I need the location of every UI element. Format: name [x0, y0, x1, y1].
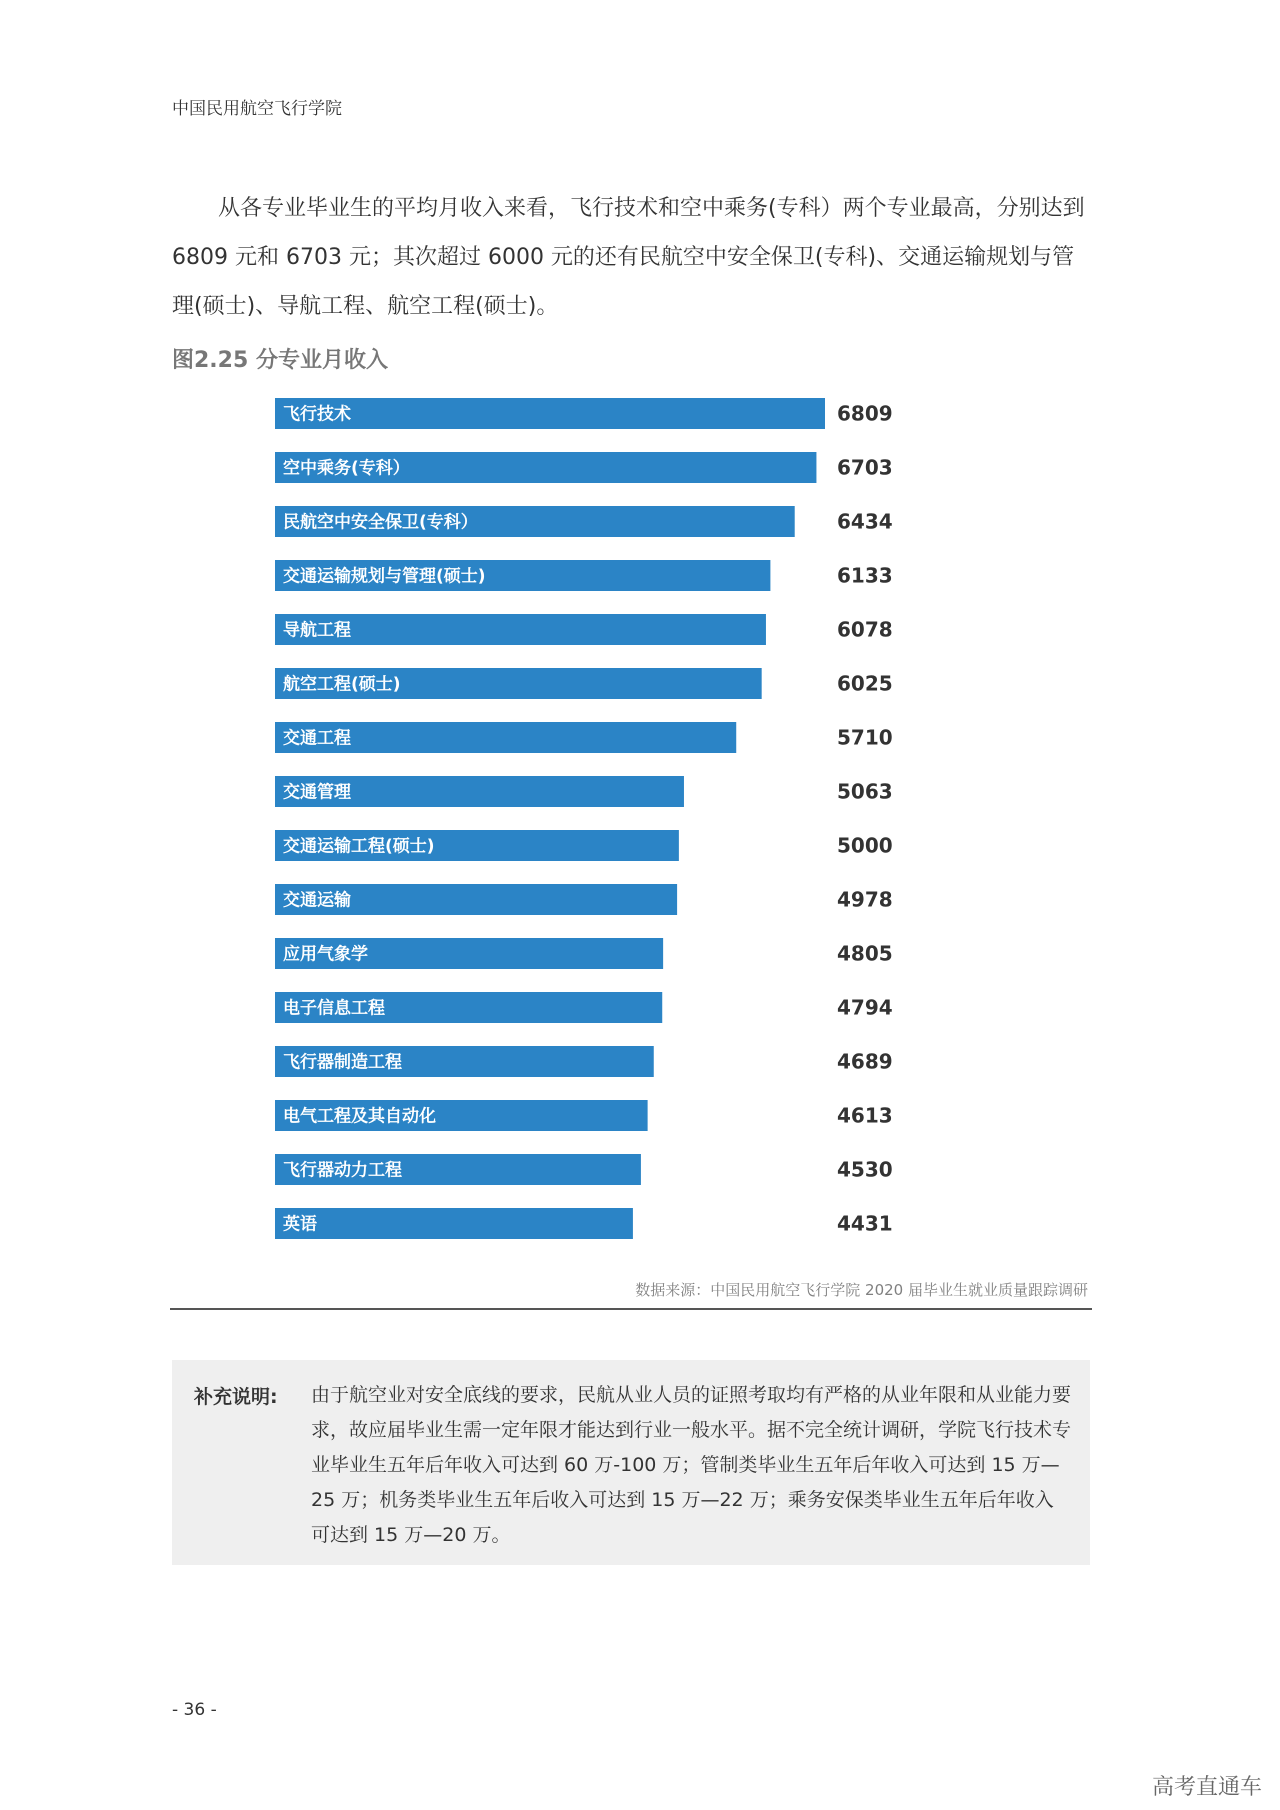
income-bar-chart [270, 393, 910, 1253]
note-label: 补充说明: [194, 1386, 278, 1408]
section-divider [170, 1308, 1092, 1310]
body-paragraph: 从各专业毕业生的平均月收入来看，飞行技术和空中乘务(专科）两个专业最高，分别达到 6809 元和 6703 元；其次超过 6000 元的还有民航空中安全保卫(专科)、交通运输规划与管理(硕士)、导航工程、航空工程(硕士)。 [172, 196, 1085, 319]
watermark-text: 高考直通车 [1151, 1775, 1262, 1800]
bar-value-label: 6809 [837, 401, 893, 426]
note-text: 由于航空业对安全底线的要求，民航从业人员的证照考取均有严格的从业年限和从业能力要求，故应届毕业生需一定年限才能达到行业一般水平。据不完全统计调研，学院飞行技术专业毕业生五年后年收入可达到 60 万-100 万；管制类毕业生五年后年收入可达到 15 万—25 万；机务类毕业生五年后收入可达到 15 万—22 万；乘务安保类毕业生五年后年收入可达到 15 万—20 万。 [311, 1384, 1072, 1546]
bar-value-label: 6025 [837, 671, 893, 696]
bar-value-label: 4431 [837, 1211, 893, 1236]
institution-header: 中国民用航空飞行学院 [172, 99, 342, 119]
bar-value-label: 6434 [837, 509, 893, 534]
bar-category-label: 交通运输规划与管理(硕士) [283, 566, 486, 587]
bar-category-label: 交通运输工程(硕士) [283, 836, 435, 857]
bar-value-label: 4613 [837, 1103, 893, 1128]
bar-category-label: 飞行技术 [283, 404, 351, 425]
bar-category-label: 应用气象学 [283, 944, 368, 965]
bar-value-label: 6703 [837, 455, 893, 480]
bar-value-label: 4530 [837, 1157, 893, 1182]
bar [275, 1208, 633, 1239]
bar-category-label: 英语 [283, 1214, 317, 1235]
bar-category-label: 电气工程及其自动化 [283, 1106, 436, 1127]
bar-category-label: 电子信息工程 [283, 998, 385, 1019]
page-number: - 36 - [172, 1700, 217, 1720]
supplementary-note-box [172, 1360, 1090, 1565]
bar-value-label: 5000 [837, 833, 893, 858]
bar-value-label: 5063 [837, 779, 893, 804]
bar-category-label: 飞行器制造工程 [283, 1052, 402, 1073]
bar-value-label: 4978 [837, 887, 893, 912]
bar-category-label: 航空工程(硕士) [283, 674, 401, 695]
bar-category-label: 空中乘务(专科） [283, 458, 410, 479]
bar-category-label: 导航工程 [283, 620, 351, 641]
figure-title: 图2.25 分专业月收入 [172, 348, 388, 373]
data-source-note: 数据来源：中国民用航空飞行学院 2020 届毕业生就业质量跟踪调研 [635, 1281, 1088, 1299]
bar-category-label: 民航空中安全保卫(专科） [283, 512, 478, 533]
bar-category-label: 交通管理 [283, 782, 351, 803]
bar-value-label: 6133 [837, 563, 893, 588]
bar-value-label: 4794 [837, 995, 893, 1020]
bar-category-label: 交通工程 [283, 728, 351, 749]
bar-value-label: 4805 [837, 941, 893, 966]
bar [275, 398, 825, 429]
bar-value-label: 6078 [837, 617, 893, 642]
bar-value-label: 5710 [837, 725, 893, 750]
bar-value-label: 4689 [837, 1049, 893, 1074]
bar-category-label: 飞行器动力工程 [283, 1160, 402, 1181]
bar-category-label: 交通运输 [283, 890, 351, 911]
